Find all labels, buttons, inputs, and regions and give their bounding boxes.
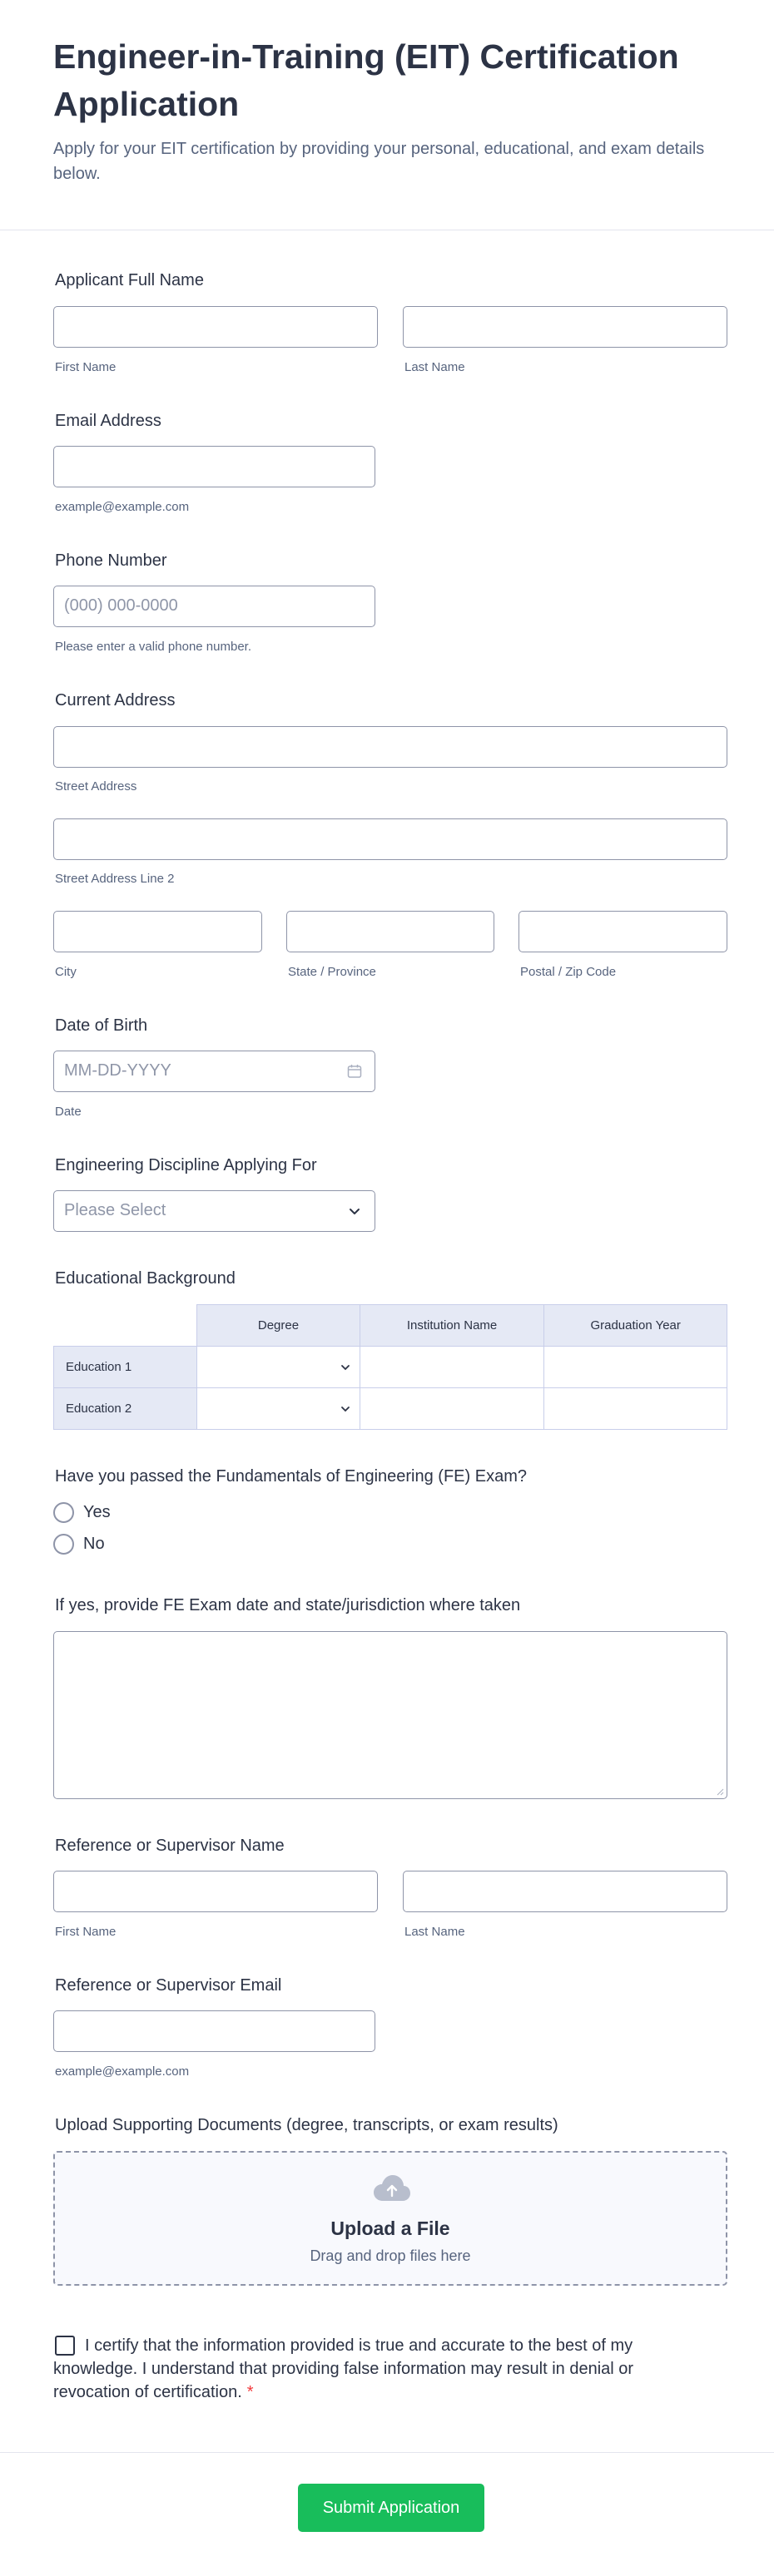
reference-email-input[interactable] [53,2010,375,2052]
radio-no[interactable] [53,1534,74,1555]
certify-statement [53,2334,669,2404]
discipline-placeholder: Please Select [64,1201,166,1219]
street-address-input[interactable] [53,726,727,768]
resize-handle-icon[interactable] [716,1787,724,1796]
radio-yes[interactable] [53,1502,74,1523]
zip-sublabel: Postal / Zip Code [520,965,617,979]
reference-name-label: Reference or Supervisor Name [55,1837,285,1855]
radio-no-label[interactable]: No [83,1535,105,1553]
fe-details-label: If yes, provide FE Exam date and state/jurisdiction where taken [55,1596,521,1614]
graduation-year-input[interactable] [544,1347,727,1388]
last-name-sublabel: Last Name [404,360,465,374]
education-table [53,1304,727,1430]
file-upload-dropzone[interactable] [53,2151,727,2286]
chevron-down-icon [340,1403,351,1415]
required-asterisk: * [246,2383,254,2401]
last-name-input[interactable] [403,306,727,348]
column-header-degree: Degree [197,1305,360,1347]
phone-hint: Please enter a valid phone number. [55,640,251,654]
table-row [54,1388,727,1430]
zip-input[interactable] [518,911,727,952]
dob-label: Date of Birth [55,1016,148,1035]
phone-placeholder: (000) 000-0000 [64,596,178,615]
fe-exam-label: Have you passed the Fundamentals of Engineering (FE) Exam? [55,1467,527,1486]
street-address-line2-sublabel: Street Address Line 2 [55,872,175,886]
chevron-down-icon [346,1203,363,1219]
graduation-year-input[interactable] [544,1388,727,1430]
dob-input[interactable] [53,1051,375,1092]
reference-last-name-input[interactable] [403,1871,727,1912]
column-header-institution: Institution Name [360,1305,544,1347]
certify-text: I certify that the information provided is true and accurate to the best of my knowledge. I understand that providing false information may result in denial or revocation of certification. [53,2336,634,2401]
degree-select[interactable] [197,1347,360,1388]
cloud-upload-icon [373,2174,411,2203]
table-row [54,1347,727,1388]
page-title: Engineer-in-Training (EIT) Certification Application [53,37,679,123]
city-input[interactable] [53,911,262,952]
address-label: Current Address [55,691,176,710]
state-sublabel: State / Province [288,965,376,979]
submit-button[interactable]: Submit Application [298,2484,484,2532]
discipline-label: Engineering Discipline Applying For [55,1156,317,1174]
reference-first-name-input[interactable] [53,1871,378,1912]
fe-details-textarea[interactable] [53,1631,727,1799]
state-input[interactable] [286,911,494,952]
city-sublabel: City [55,965,77,979]
phone-label: Phone Number [55,551,167,570]
page-description: Apply for your EIT certification by providing your personal, educational, and exam details below. [53,140,705,183]
institution-input[interactable] [360,1347,544,1388]
reference-first-name-sublabel: First Name [55,1925,117,1939]
upload-label: Upload Supporting Documents (degree, transcripts, or exam results) [55,2116,558,2134]
full-name-label: Applicant Full Name [55,271,204,289]
phone-input[interactable] [53,586,375,627]
email-label: Email Address [55,412,161,430]
discipline-select[interactable] [53,1190,375,1232]
upload-hint: Drag and drop files here [310,2247,471,2264]
calendar-icon[interactable] [346,1063,363,1080]
dob-hint: Date [55,1105,82,1119]
reference-last-name-sublabel: Last Name [404,1925,465,1939]
first-name-sublabel: First Name [55,360,117,374]
reference-email-label: Reference or Supervisor Email [55,1976,282,1995]
email-input[interactable] [53,446,375,487]
table-corner [54,1305,197,1347]
chevron-down-icon [340,1362,351,1373]
upload-title: Upload a File [330,2218,450,2239]
street-address-sublabel: Street Address [55,779,137,794]
row-label-education-2: Education 2 [54,1388,197,1430]
form-header [0,0,774,230]
radio-yes-label[interactable]: Yes [83,1503,111,1521]
street-address-line2-input[interactable] [53,818,727,860]
education-label: Educational Background [55,1269,236,1288]
institution-input[interactable] [360,1388,544,1430]
reference-email-hint: example@example.com [55,2064,190,2079]
row-label-education-1: Education 1 [54,1347,197,1388]
first-name-input[interactable] [53,306,378,348]
dob-placeholder: MM-DD-YYYY [64,1061,171,1080]
footer-divider [0,2452,774,2453]
email-hint: example@example.com [55,500,190,514]
column-header-graduation-year: Graduation Year [544,1305,727,1347]
degree-select[interactable] [197,1388,360,1430]
